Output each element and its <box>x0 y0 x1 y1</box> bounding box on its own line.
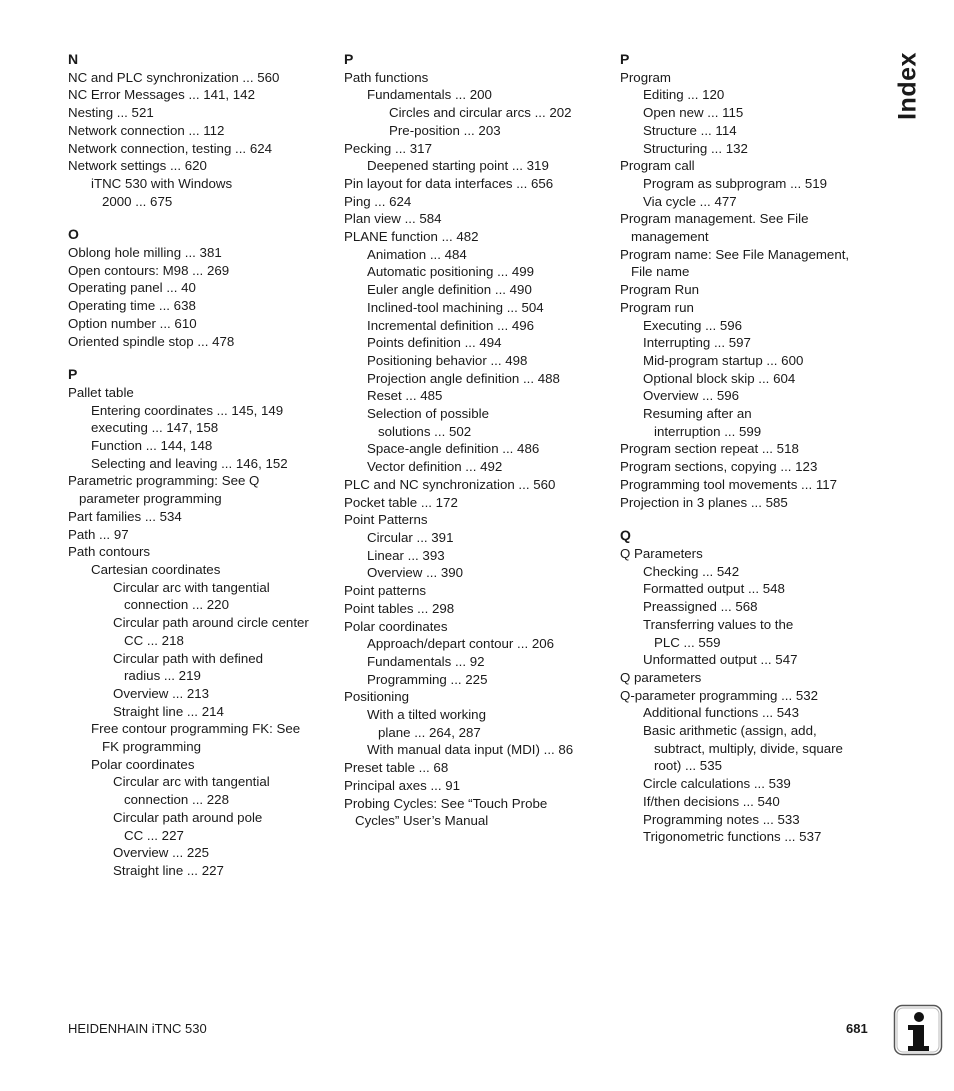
index-entry <box>620 828 882 846</box>
index-entry <box>620 140 882 158</box>
index-entry <box>620 494 882 512</box>
index-entry-text: Circular arc with tangential <box>113 579 270 595</box>
index-entry <box>68 561 330 579</box>
index-entry-text: Pocket table ... 172 <box>344 494 458 510</box>
index-entry <box>68 773 330 808</box>
index-entry-text: PLANE function ... 482 <box>344 229 479 245</box>
index-entry <box>620 563 882 581</box>
index-entry-text: iTNC 530 with Windows <box>91 175 233 191</box>
index-entry <box>620 86 882 104</box>
index-entry <box>620 317 882 335</box>
index-entry-text: Entering coordinates ... 145, 149 <box>91 402 284 418</box>
index-entry <box>344 263 606 281</box>
section-letter: O <box>68 226 79 243</box>
index-entry-text: If/then decisions ... 540 <box>643 793 780 809</box>
index-entry <box>620 545 882 563</box>
index-entry <box>620 122 882 140</box>
index-entry <box>620 334 882 352</box>
index-entry-text: Programming ... 225 <box>367 671 488 687</box>
index-entry-continuation: parameter programming <box>79 491 222 507</box>
index-entry-text: Fundamentals ... 92 <box>367 653 485 669</box>
section-letter: N <box>68 51 79 67</box>
index-entry <box>620 246 882 281</box>
index-entry-text: Circles and circular arcs ... 202 <box>389 105 572 121</box>
index-section-n <box>68 51 330 210</box>
index-entry <box>344 688 606 706</box>
index-entry-text: Positioning <box>344 689 410 705</box>
index-entry-continuation: 2000 ... 675 <box>102 193 173 209</box>
index-entry-text: Executing ... 596 <box>643 317 743 333</box>
index-entry-text: Pre-position ... 203 <box>389 122 501 138</box>
index-entry <box>68 384 330 402</box>
index-entry-text: Selection of possible <box>367 406 489 422</box>
index-entry-continuation: connection ... 220 <box>124 597 229 613</box>
index-entry <box>620 669 882 687</box>
index-entry-text: Space-angle definition ... 486 <box>367 441 540 457</box>
index-entry <box>68 437 330 455</box>
index-entry-continuation: root) ... 535 <box>654 758 722 774</box>
index-entry <box>344 795 606 830</box>
index-entry <box>68 69 330 87</box>
index-entry-text: PLC and NC synchronization ... 560 <box>344 476 556 492</box>
index-entry <box>344 193 606 211</box>
index-entry-text: Transferring values to the <box>643 616 794 632</box>
index-entry <box>344 299 606 317</box>
index-entry-text: Trigonometric functions ... 537 <box>643 829 822 845</box>
index-entry-text: Preset table ... 68 <box>344 760 449 776</box>
index-entry <box>68 104 330 122</box>
index-entry <box>344 175 606 193</box>
index-entry-text: Animation ... 484 <box>367 246 467 262</box>
index-entry-text: Part families ... 534 <box>68 508 182 524</box>
index-entry <box>68 86 330 104</box>
index-entry-text: Additional functions ... 543 <box>643 705 799 721</box>
index-entry <box>344 317 606 335</box>
index-entry <box>344 777 606 795</box>
index-entry <box>620 69 882 87</box>
index-entry <box>68 175 330 210</box>
index-entry <box>68 402 330 420</box>
index-entry-text: Polar coordinates <box>344 618 448 634</box>
index-entry-text: Straight line ... 214 <box>113 703 224 719</box>
index-entry <box>344 104 606 122</box>
index-entry-continuation: radius ... 219 <box>124 668 201 684</box>
index-entry <box>620 687 882 705</box>
index-entry-text: Circle calculations ... 539 <box>643 776 791 792</box>
index-entry-text: Program as subprogram ... 519 <box>643 175 828 191</box>
index-entry <box>68 579 330 614</box>
index-entry-text: Mid-program startup ... 600 <box>643 352 804 368</box>
index-entry-text: Principal axes ... 91 <box>344 777 461 793</box>
index-entry-text: Deepened starting point ... 319 <box>367 158 549 174</box>
index-entry <box>620 458 882 476</box>
index-entry <box>344 671 606 689</box>
index-entry-text: Overview ... 390 <box>367 565 464 581</box>
index-entry <box>68 140 330 158</box>
index-entry-text: Incremental definition ... 496 <box>367 317 535 333</box>
index-entry-text: Inclined-tool machining ... 504 <box>367 299 544 315</box>
index-entry-text: Linear ... 393 <box>367 547 445 563</box>
index-entry-text: Approach/depart contour ... 206 <box>367 636 555 652</box>
index-entry-text: Automatic positioning ... 499 <box>367 264 535 280</box>
index-entry <box>68 244 330 262</box>
index-entry-text: Projection in 3 planes ... 585 <box>620 494 788 510</box>
index-section-q <box>620 527 882 846</box>
index-entry-text: Programming notes ... 533 <box>643 811 800 827</box>
index-entry-text: Path functions <box>344 69 429 85</box>
index-entry-text: Projection angle definition ... 488 <box>367 370 560 386</box>
index-entry-text: Q parameters <box>620 669 702 685</box>
index-entry-text: Pin layout for data interfaces ... 656 <box>344 175 554 191</box>
index-entry-continuation: connection ... 228 <box>124 792 229 808</box>
index-section-p <box>344 51 606 830</box>
index-entry-continuation: Cycles” User’s Manual <box>355 813 489 829</box>
index-entry-text: Plan view ... 584 <box>344 211 442 227</box>
index-entry-text: Interrupting ... 597 <box>643 335 751 351</box>
index-entry <box>344 494 606 512</box>
index-entry-text: Path ... 97 <box>68 526 129 542</box>
index-entry-text: Function ... 144, 148 <box>91 438 213 454</box>
index-entry <box>68 508 330 526</box>
index-entry <box>620 157 882 175</box>
index-entry-text: Network connection, testing ... 624 <box>68 140 272 156</box>
index-entry-continuation: subtract, multiply, divide, square <box>654 740 843 756</box>
index-entry-text: Program Run <box>620 282 700 298</box>
index-entry <box>68 756 330 774</box>
index-entry-text: Unformatted output ... 547 <box>643 652 798 668</box>
index-entry-text: Euler angle definition ... 490 <box>367 282 532 298</box>
index-entry <box>344 69 606 87</box>
index-entry-text: Pecking ... 317 <box>344 140 432 156</box>
index-entry-text: Network connection ... 112 <box>68 122 225 138</box>
index-entry <box>620 722 882 775</box>
index-entry-text: Basic arithmetic (assign, add, <box>643 723 817 739</box>
index-entry <box>68 333 330 351</box>
index-entry-text: Open new ... 115 <box>643 105 744 121</box>
index-entry-continuation: interruption ... 599 <box>654 423 762 439</box>
index-entry-text: Checking ... 542 <box>643 563 740 579</box>
index-entry <box>344 741 606 759</box>
index-entry-text: Cartesian coordinates <box>91 561 221 577</box>
index-entry-text: Open contours: M98 ... 269 <box>68 262 230 278</box>
index-entry <box>68 455 330 473</box>
index-entry <box>620 352 882 370</box>
index-entry <box>68 297 330 315</box>
index-entry <box>68 315 330 333</box>
index-entry-continuation: CC ... 218 <box>124 632 184 648</box>
index-entry <box>620 440 882 458</box>
index-entry-text: Program call <box>620 158 695 174</box>
index-entry-text: Point Patterns <box>344 512 428 528</box>
index-entry <box>68 685 330 703</box>
index-entry <box>344 529 606 547</box>
index-entry <box>344 228 606 246</box>
index-entry-text: Program management. See File <box>620 211 809 227</box>
index-entry-text: Program <box>620 69 671 85</box>
index-entry-text: Selecting and leaving ... 146, 152 <box>91 455 288 471</box>
index-entry-text: Point tables ... 298 <box>344 600 455 616</box>
index-entry <box>344 759 606 777</box>
index-entry <box>620 775 882 793</box>
index-entry <box>620 793 882 811</box>
index-entry-text: Formatted output ... 548 <box>643 581 785 597</box>
index-entry <box>620 651 882 669</box>
index-entry-text: Path contours <box>68 544 151 560</box>
index-entry <box>68 862 330 880</box>
section-letter: Q <box>620 527 631 544</box>
index-entry-text: Circular ... 391 <box>367 529 454 545</box>
info-icon <box>893 1004 943 1056</box>
index-entry <box>68 262 330 280</box>
index-entry <box>620 370 882 388</box>
index-entry <box>620 299 882 317</box>
index-entry-text: Free contour programming FK: See <box>91 721 301 737</box>
index-entry <box>68 526 330 544</box>
index-entry <box>620 476 882 494</box>
index-entry-text: Operating panel ... 40 <box>68 280 196 296</box>
index-entry-text: Fundamentals ... 200 <box>367 87 492 103</box>
index-entry-text: Network settings ... 620 <box>68 158 207 174</box>
index-entry-text: Circular arc with tangential <box>113 774 270 790</box>
index-entry-text: Circular path with defined <box>113 650 264 666</box>
index-entry <box>620 104 882 122</box>
index-entry-text: Overview ... 225 <box>113 845 210 861</box>
index-entry <box>344 246 606 264</box>
index-column-1 <box>68 51 330 896</box>
index-entry-text: Preassigned ... 568 <box>643 599 758 615</box>
index-entry <box>68 543 330 561</box>
index-entry <box>620 281 882 299</box>
index-column-3 <box>620 51 882 862</box>
index-entry-text: Q Parameters <box>620 545 703 561</box>
index-entry-continuation: FK programming <box>102 739 202 755</box>
index-entry-continuation: plane ... 264, 287 <box>378 724 481 740</box>
index-entry-text: NC and PLC synchronization ... 560 <box>68 69 280 85</box>
index-entry-text: With a tilted working <box>367 707 486 723</box>
index-entry-text: Polar coordinates <box>91 756 195 772</box>
index-entry-text: Program section repeat ... 518 <box>620 441 799 457</box>
index-entry-text: Points definition ... 494 <box>367 335 502 351</box>
index-entry <box>344 653 606 671</box>
index-entry <box>68 614 330 649</box>
index-entry-text: Structure ... 114 <box>643 122 737 138</box>
index-entry-text: Editing ... 120 <box>643 87 725 103</box>
index-entry <box>344 122 606 140</box>
index-entry <box>344 387 606 405</box>
index-entry <box>68 809 330 844</box>
index-entry-text: Circular path around circle center <box>113 615 309 631</box>
index-entry <box>68 472 330 507</box>
index-entry <box>620 175 882 193</box>
index-entry <box>344 352 606 370</box>
index-entry <box>620 811 882 829</box>
index-entry-text: Parametric programming: See Q <box>68 473 260 489</box>
index-entry <box>68 844 330 862</box>
index-entry <box>344 635 606 653</box>
index-entry <box>344 210 606 228</box>
index-entry-continuation: PLC ... 559 <box>654 634 721 650</box>
index-entry-text: Ping ... 624 <box>344 193 412 209</box>
index-entry <box>344 564 606 582</box>
index-entry <box>68 650 330 685</box>
index-entry <box>68 122 330 140</box>
index-entry <box>620 598 882 616</box>
index-column-2 <box>344 51 606 846</box>
index-entry <box>620 193 882 211</box>
index-section-p <box>68 366 330 879</box>
index-entry <box>344 140 606 158</box>
index-entry-continuation: File name <box>631 264 690 280</box>
index-entry-text: Straight line ... 227 <box>113 862 224 878</box>
index-entry-text: Circular path around pole <box>113 809 263 825</box>
index-entry <box>68 279 330 297</box>
index-entry-text: Reset ... 485 <box>367 388 443 404</box>
index-entry <box>344 618 606 636</box>
index-side-tab <box>893 50 923 122</box>
section-letter: P <box>344 51 354 67</box>
index-entry <box>344 511 606 529</box>
index-entry-text: Overview ... 213 <box>113 685 210 701</box>
index-entry <box>344 458 606 476</box>
index-entry-text: Program run <box>620 299 694 315</box>
index-entry-text: Via cycle ... 477 <box>643 193 737 209</box>
index-entry-text: Optional block skip ... 604 <box>643 370 796 386</box>
index-entry-text: executing ... 147, 158 <box>91 420 219 436</box>
index-entry-text: Program name: See File Management, <box>620 246 850 262</box>
index-entry-text: With manual data input (MDI) ... 86 <box>367 742 574 758</box>
index-entry-continuation: CC ... 227 <box>124 827 184 843</box>
index-entry <box>68 157 330 175</box>
index-entry-text: Q-parameter programming ... 532 <box>620 687 819 703</box>
index-entry-text: Programming tool movements ... 117 <box>620 476 838 492</box>
index-entry-text: NC Error Messages ... 141, 142 <box>68 87 255 103</box>
index-entry <box>344 370 606 388</box>
index-entry <box>344 86 606 104</box>
index-entry-text: Positioning behavior ... 498 <box>367 352 528 368</box>
index-entry <box>344 476 606 494</box>
index-entry <box>620 580 882 598</box>
index-entry <box>344 157 606 175</box>
index-section-o <box>68 226 330 350</box>
footer-product-name: HEIDENHAIN iTNC 530 <box>68 1021 207 1036</box>
index-entry-text: Oblong hole milling ... 381 <box>68 245 222 261</box>
index-entry <box>344 281 606 299</box>
index-entry-text: Operating time ... 638 <box>68 298 196 314</box>
index-entry-continuation: management <box>631 229 709 245</box>
index-entry <box>68 720 330 755</box>
index-entry <box>344 600 606 618</box>
index-entry <box>344 440 606 458</box>
index-entry-text: Resuming after an <box>643 406 752 422</box>
index-entry <box>620 210 882 245</box>
index-entry <box>620 387 882 405</box>
index-entry <box>344 706 606 741</box>
index-entry <box>620 405 882 440</box>
index-entry-text: Pallet table <box>68 384 134 400</box>
index-entry <box>344 334 606 352</box>
index-entry <box>68 703 330 721</box>
index-entry-continuation: solutions ... 502 <box>378 423 472 439</box>
index-entry-text: Program sections, copying ... 123 <box>620 459 818 475</box>
index-entry-text: Oriented spindle stop ... 478 <box>68 333 235 349</box>
page-number: 681 <box>846 1021 868 1036</box>
index-entry-text: Overview ... 596 <box>643 388 740 404</box>
index-entry <box>68 419 330 437</box>
index-entry <box>344 405 606 440</box>
index-section-p <box>620 51 882 511</box>
index-entry <box>344 547 606 565</box>
section-letter: P <box>620 51 630 67</box>
index-entry <box>620 616 882 651</box>
index-entry-text: Point patterns <box>344 583 427 599</box>
index-entry-text: Probing Cycles: See “Touch Probe <box>344 795 548 811</box>
index-side-tab-label: Index <box>893 52 922 120</box>
index-entry <box>344 582 606 600</box>
index-entry-text: Structuring ... 132 <box>643 140 748 156</box>
index-entry <box>620 704 882 722</box>
section-letter: P <box>68 366 78 383</box>
index-entry-text: Nesting ... 521 <box>68 105 154 121</box>
index-entry-text: Option number ... 610 <box>68 315 197 331</box>
index-entry-text: Vector definition ... 492 <box>367 459 503 475</box>
